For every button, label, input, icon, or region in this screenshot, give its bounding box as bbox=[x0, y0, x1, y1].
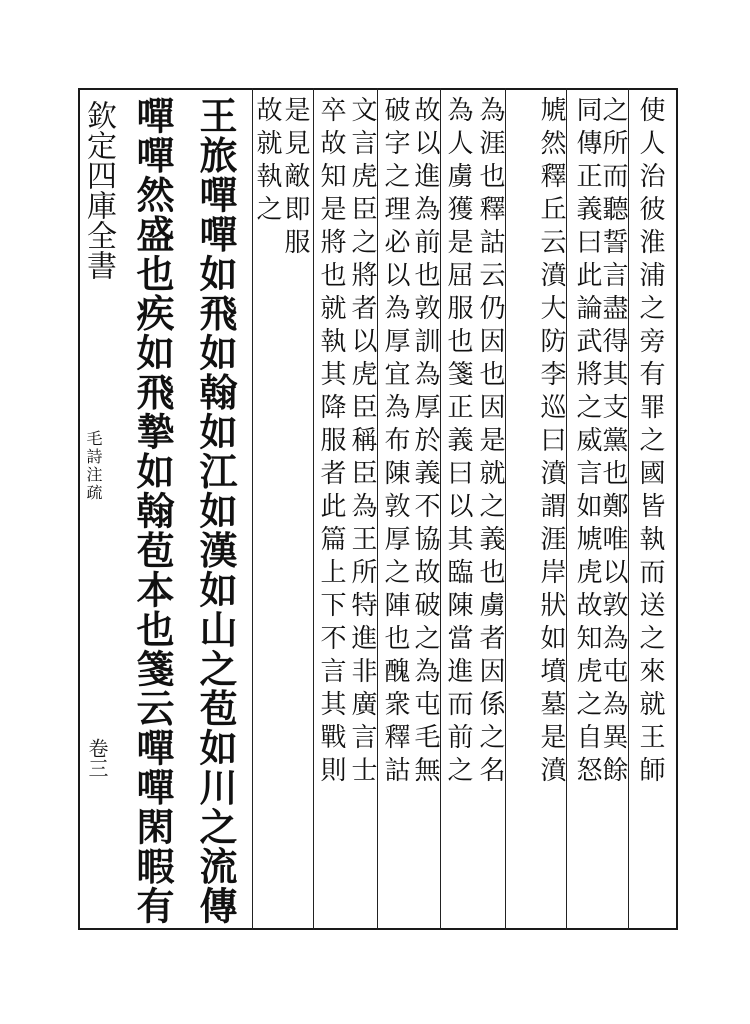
book-title: 毛詩注疏 bbox=[84, 430, 103, 502]
text-column: 使人治彼淮浦之旁有罪之國皆執而送之來就王師 bbox=[635, 96, 665, 789]
collection-title: 欽定四庫全書 bbox=[81, 100, 116, 280]
page-number: 卷三 bbox=[85, 738, 109, 778]
column-divider bbox=[505, 88, 506, 930]
text-column: 文言虎臣之將者以虎臣稱臣為王所特進非廣言士 bbox=[347, 96, 377, 789]
text-column: 為人虜獲是屈服也箋正義曰以其臨陳當進而前之 bbox=[443, 96, 473, 789]
text-column: 虓然釋丘云濆大防李巡曰濆謂涯岸狀如墳墓是濆 bbox=[536, 96, 566, 789]
text-column: 是見敵即服 bbox=[280, 96, 310, 261]
text-column: 為涯也釋詁云仍因也因是就之義也虜者因係之名 bbox=[475, 96, 505, 789]
text-column-main: 嘽嘽然盛也疾如飛摯如翰苞本也箋云嘽嘽閑暇有 bbox=[130, 96, 175, 926]
text-column: 破字之理必以為厚宜為布陳敦厚之陣也醜衆釋詁 bbox=[380, 96, 410, 789]
text-column: 卒故知是將也就執其降服者此篇上下不言其戰則 bbox=[316, 96, 346, 789]
column-divider bbox=[440, 88, 441, 930]
column-divider bbox=[313, 88, 314, 930]
text-column: 之所而聽誓言盡得其支黨也鄭唯以敦為屯為異餘 bbox=[598, 96, 628, 789]
text-column: 同傳正義曰此論武將之威言如虓虎故知虎之自怒 bbox=[572, 96, 602, 789]
text-column: 故就執之 bbox=[252, 96, 282, 228]
column-divider bbox=[628, 88, 629, 930]
text-column: 故以進為前也敦訓為厚於義不協故破之為屯毛無 bbox=[410, 96, 440, 789]
column-divider bbox=[566, 88, 567, 930]
text-column-main: 王旅嘽嘽如飛如翰如江如漢如山之苞如川之流傳 bbox=[193, 96, 238, 926]
column-divider bbox=[377, 88, 378, 930]
